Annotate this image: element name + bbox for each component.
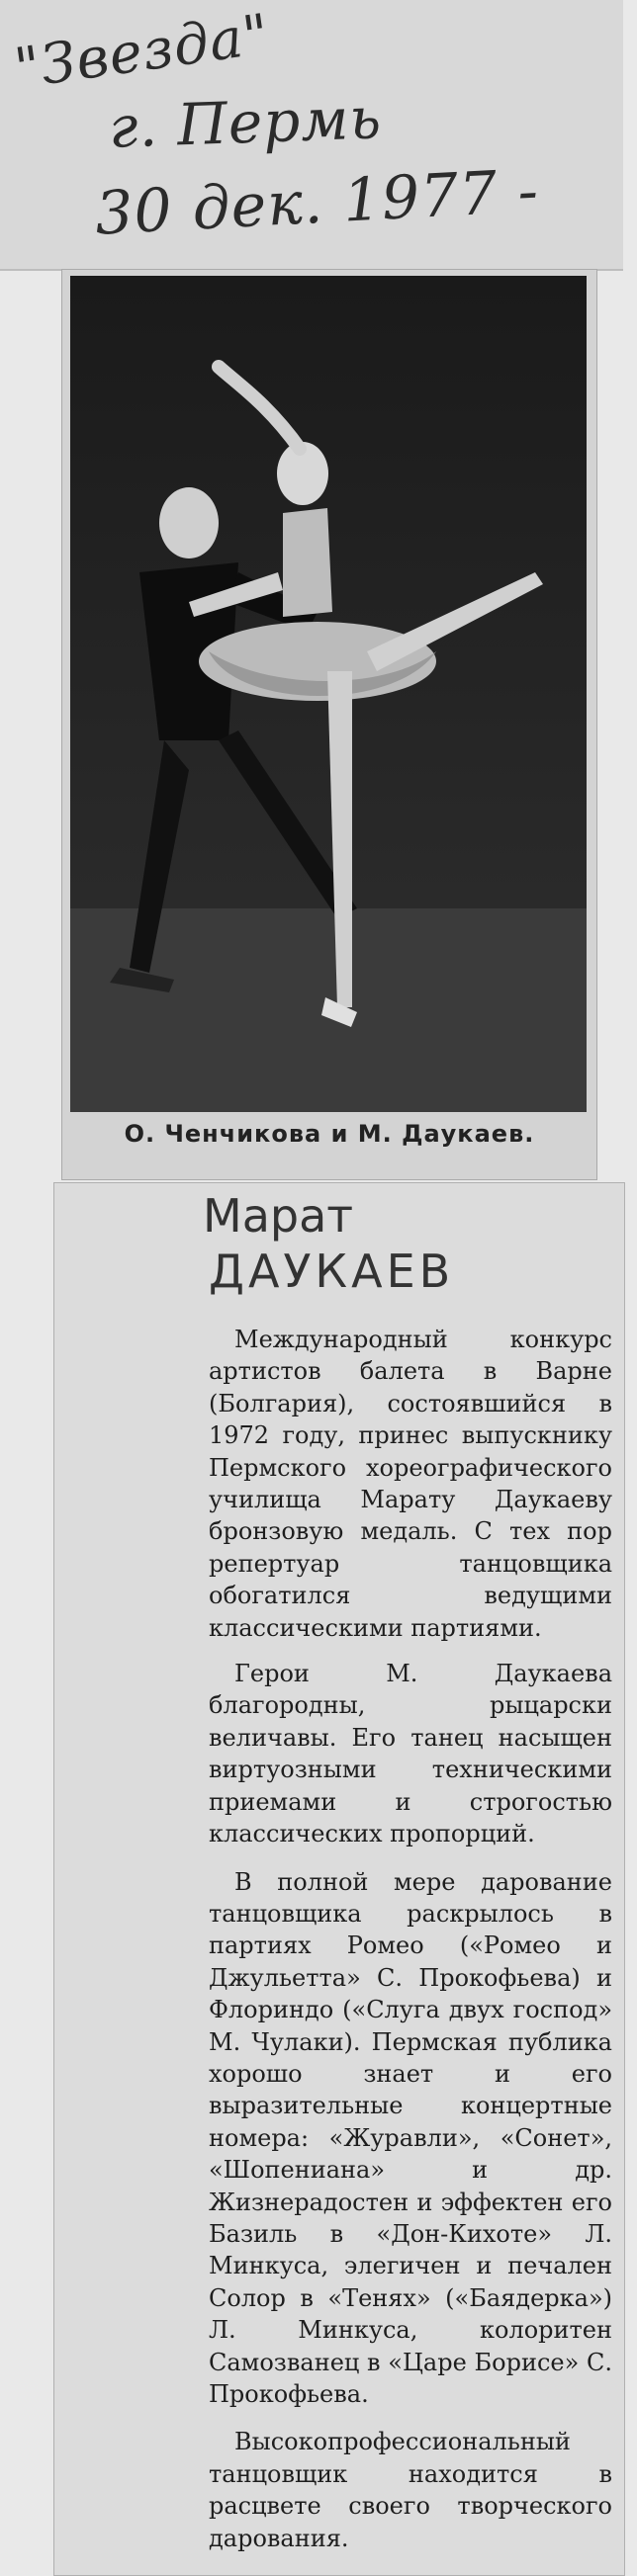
article-title-first-name: Марат <box>203 1189 354 1243</box>
photo-caption: О. Ченчикова и М. Даукаев. <box>124 1120 535 1148</box>
article-paragraph: Международный конкурс артистов балета в Варне (Болгария), состоявшийся в 1972 году, принес выпускнику Пермского хореографического училища Марату Даукаеву бронзовую медаль. С тех пор репертуар танцовщика обогатился ведущими классическими партиями. <box>209 1326 612 1642</box>
newspaper-name: "Звезда" <box>10 2 274 102</box>
article-paragraph: Герои М. Даукаева благородны, рыцарски величавы. Его танец насыщен виртуозными техническими приемами и строгостью классических пропорций. <box>209 1660 612 1848</box>
article-title-last-name: ДАУКАЕВ <box>209 1245 455 1298</box>
article-paragraph: Высокопрофессиональный танцовщик находится в расцвете своего творческого дарования. <box>209 2428 612 2552</box>
article-body <box>209 1324 612 2570</box>
publication-date: 30 дек. 1977 - <box>93 156 541 249</box>
article-clipping <box>53 1182 625 2576</box>
handwritten-label <box>0 0 623 271</box>
city-name: г. Пермь <box>107 84 383 161</box>
photo-clipping <box>61 269 597 1180</box>
ballet-photo <box>70 276 587 1112</box>
article-paragraph: В полной мере дарование танцовщика раскрылось в партиях Ромео («Ромео и Джульетта» С. Прокофьева) и Флориндо («Слуга двух господ» М. Чулаки). Пермская публика хорошо знает и его выразительные концертные номера: «Журавли», «Сонет», «Шопениана» и др. Жизнерадостен и эффектен его Базиль в «Дон-Кихоте» Л. Минкуса, элегичен и печален Солор в «Тенях» («Баядерка») Л. Минкуса, колоритен Самозванец в «Царе Борисе» С. Прокофьева. <box>209 1867 612 2408</box>
ballet-dancers-image <box>70 276 587 1112</box>
